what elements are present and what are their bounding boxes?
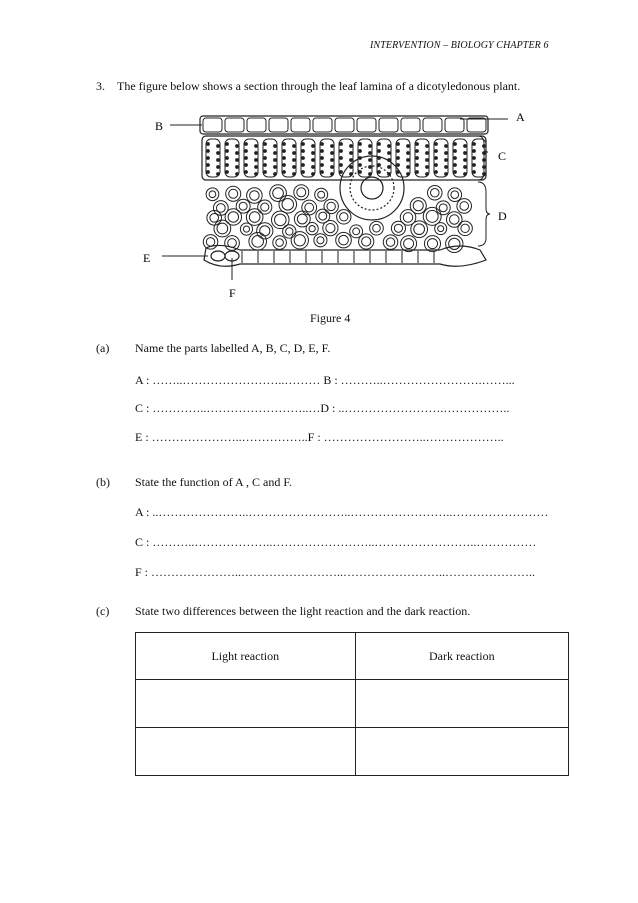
chloroplast <box>331 145 334 148</box>
label-f: F <box>229 286 236 300</box>
chloroplast <box>340 157 343 160</box>
spongy-cell-inner <box>249 212 260 223</box>
spongy-cell-inner <box>373 224 381 232</box>
spongy-cell-inner <box>414 224 425 235</box>
chloroplast <box>445 166 448 169</box>
chloroplast <box>397 143 400 146</box>
chloroplast <box>312 159 315 162</box>
spongy-cell-inner <box>461 224 469 232</box>
chloroplast <box>416 164 419 167</box>
answer-line-c-d[interactable]: C : …………..……………………..…D : ..…………………….…………….. <box>135 401 510 415</box>
chloroplast <box>473 157 476 160</box>
spongy-cell-inner <box>460 202 469 211</box>
chloroplast <box>331 173 334 176</box>
stoma <box>211 251 225 261</box>
spongy-cell-inner <box>353 228 360 235</box>
chloroplast <box>407 145 410 148</box>
chloroplast <box>236 145 239 148</box>
spongy-cell-inner <box>386 238 395 247</box>
chloroplast <box>454 143 457 146</box>
chloroplast <box>302 157 305 160</box>
chloroplast <box>274 173 277 176</box>
spongy-cell-inner <box>209 191 216 198</box>
chloroplast <box>264 143 267 146</box>
chloroplast <box>245 150 248 153</box>
epidermis-cell <box>335 118 354 132</box>
chloroplast <box>435 150 438 153</box>
epidermis-cell <box>401 118 420 132</box>
chloroplast <box>378 171 381 174</box>
table-cell-dark-1[interactable] <box>355 680 568 728</box>
chloroplast <box>388 152 391 155</box>
spongy-cell <box>324 199 338 213</box>
chloroplast <box>331 152 334 155</box>
spongy-cell-inner <box>239 202 247 210</box>
chloroplast <box>302 150 305 153</box>
chloroplast <box>359 171 362 174</box>
chloroplast <box>473 150 476 153</box>
chloroplast <box>217 152 220 155</box>
spongy-cell <box>247 188 263 204</box>
chloroplast <box>416 150 419 153</box>
brace-d <box>478 182 490 246</box>
chloroplast <box>350 159 353 162</box>
label-d: D <box>498 209 507 223</box>
chloroplast <box>283 150 286 153</box>
answer-line-function-c[interactable]: C : ………..………………..……………………..……………………..…………… <box>135 535 537 549</box>
spongy-cell <box>226 186 241 201</box>
chloroplast <box>293 152 296 155</box>
spongy-cell <box>246 209 263 226</box>
epidermis-cell <box>291 118 310 132</box>
spongy-cell-inner <box>273 188 284 199</box>
chloroplast <box>426 159 429 162</box>
chloroplast <box>226 150 229 153</box>
chloroplast <box>226 164 229 167</box>
spongy-cell <box>401 236 417 252</box>
chloroplast <box>236 159 239 162</box>
chloroplast <box>426 152 429 155</box>
spongy-cell-inner <box>413 201 423 211</box>
chloroplast <box>331 159 334 162</box>
chloroplast <box>255 145 258 148</box>
table-cell-light-1[interactable] <box>136 680 356 728</box>
chloroplast <box>293 173 296 176</box>
spongy-cell-inner <box>319 212 327 220</box>
chloroplast <box>264 171 267 174</box>
chloroplast <box>416 143 419 146</box>
table-cell-dark-2[interactable] <box>355 728 568 776</box>
spongy-cell-inner <box>228 212 238 222</box>
spongy-cell-inner <box>297 214 307 224</box>
epidermis-cell <box>225 118 244 132</box>
chloroplast <box>321 143 324 146</box>
part-a-prompt: Name the parts labelled A, B, C, D, E, F. <box>135 341 331 355</box>
chloroplast <box>321 171 324 174</box>
chloroplast <box>407 159 410 162</box>
chloroplast <box>255 166 258 169</box>
chloroplast <box>416 157 419 160</box>
spongy-cell <box>273 236 287 250</box>
chloroplast <box>245 164 248 167</box>
differences-table <box>135 632 569 776</box>
table-header-light: Light reaction <box>136 633 356 680</box>
chloroplast <box>359 164 362 167</box>
epidermis-cell <box>269 118 288 132</box>
epidermis-cell <box>357 118 376 132</box>
spongy-cell-inner <box>403 213 413 223</box>
chloroplast <box>274 152 277 155</box>
chloroplast <box>445 173 448 176</box>
epidermis-cell <box>313 118 332 132</box>
spongy-cell-inner <box>394 224 402 232</box>
table-header-dark: Dark reaction <box>355 633 568 680</box>
spongy-cell-inner <box>206 238 214 246</box>
spongy-cell-inner <box>340 213 348 221</box>
spongy-cell-inner <box>449 238 460 249</box>
chloroplast <box>473 171 476 174</box>
chloroplast <box>369 166 372 169</box>
chloroplast <box>350 145 353 148</box>
chloroplast <box>340 164 343 167</box>
spongy-cell-inner <box>318 191 325 198</box>
spongy-cell-inner <box>326 223 335 232</box>
chloroplast <box>321 150 324 153</box>
chloroplast <box>255 173 258 176</box>
spongy-cell <box>206 188 219 201</box>
chloroplast <box>397 150 400 153</box>
spongy-cell-inner <box>276 239 284 247</box>
spongy-cell-inner <box>426 210 438 222</box>
chloroplast <box>397 157 400 160</box>
chloroplast <box>264 164 267 167</box>
chloroplast <box>302 171 305 174</box>
spongy-cell <box>283 225 296 238</box>
chloroplast <box>435 171 438 174</box>
spongy-cell-inner <box>252 236 264 248</box>
spongy-cell <box>225 209 241 225</box>
spongy-cell-inner <box>261 203 269 211</box>
spongy-cell-inner <box>217 223 228 234</box>
page-header: INTERVENTION – BIOLOGY CHAPTER 6 <box>370 40 549 51</box>
chloroplast <box>369 159 372 162</box>
spongy-cell-inner <box>210 213 219 222</box>
spongy-cell-inner <box>404 239 414 249</box>
spongy-cell-inner <box>294 235 305 246</box>
chloroplast <box>435 157 438 160</box>
chloroplast <box>464 173 467 176</box>
chloroplast <box>407 166 410 169</box>
chloroplast <box>226 157 229 160</box>
lower-epidermis <box>204 245 486 266</box>
chloroplast <box>445 152 448 155</box>
chloroplast <box>473 143 476 146</box>
chloroplast <box>340 171 343 174</box>
spongy-cell-inner <box>327 202 335 210</box>
spongy-cell <box>294 185 309 200</box>
chloroplast <box>454 157 457 160</box>
chloroplast <box>217 166 220 169</box>
chloroplast <box>435 164 438 167</box>
spongy-cell-inner <box>317 237 324 244</box>
spongy-cell <box>436 201 450 215</box>
chloroplast <box>473 164 476 167</box>
spongy-cell-inner <box>427 239 437 249</box>
chloroplast <box>378 150 381 153</box>
chloroplast <box>207 171 210 174</box>
chloroplast <box>454 150 457 153</box>
spongy-cell <box>383 235 398 250</box>
chloroplast <box>369 152 372 155</box>
spongy-cell-inner <box>275 214 287 226</box>
spongy-cell <box>435 223 447 235</box>
chloroplast <box>293 166 296 169</box>
part-c-marker: (c) <box>96 604 110 618</box>
chloroplast <box>350 152 353 155</box>
chloroplast <box>312 152 315 155</box>
chloroplast <box>274 166 277 169</box>
spongy-cell-inner <box>362 237 371 246</box>
spongy-cell-inner <box>228 239 237 248</box>
label-b: B <box>155 119 164 133</box>
chloroplast <box>464 152 467 155</box>
chloroplast <box>359 157 362 160</box>
chloroplast <box>283 171 286 174</box>
question-stem: The figure below shows a section through the leaf lamina of a dicotyledonous plant. <box>117 79 521 93</box>
chloroplast <box>293 159 296 162</box>
epidermis-cell <box>467 118 486 132</box>
part-b-marker: (b) <box>96 475 110 489</box>
part-a-marker: (a) <box>96 341 110 355</box>
chloroplast <box>464 159 467 162</box>
chloroplast <box>397 164 400 167</box>
chloroplast <box>340 150 343 153</box>
chloroplast <box>331 166 334 169</box>
spongy-cell-inner <box>305 203 314 212</box>
chloroplast <box>359 150 362 153</box>
chloroplast <box>378 164 381 167</box>
chloroplast <box>464 145 467 148</box>
epidermis-cell <box>379 118 398 132</box>
spongy-cell <box>323 220 338 235</box>
epidermis-cell <box>423 118 442 132</box>
chloroplast <box>397 171 400 174</box>
chloroplast <box>321 157 324 160</box>
chloroplast <box>207 164 210 167</box>
chloroplast <box>426 166 429 169</box>
chloroplast <box>388 166 391 169</box>
spongy-cell-inner <box>309 226 315 232</box>
leaf-section-figure <box>140 108 540 303</box>
answer-line-function-f[interactable]: F : …………………..……………………..……………………..………………….. <box>135 565 536 579</box>
spongy-cell-inner <box>250 191 260 201</box>
chloroplast <box>388 173 391 176</box>
chloroplast <box>378 143 381 146</box>
chloroplast <box>312 145 315 148</box>
spongy-cell <box>448 188 462 202</box>
spongy-cell <box>447 212 463 228</box>
chloroplast <box>312 173 315 176</box>
spongy-cell-inner <box>297 188 306 197</box>
spongy-cell <box>225 236 240 251</box>
chloroplast <box>388 145 391 148</box>
chloroplast <box>407 173 410 176</box>
part-c-prompt: State two differences between the light reaction and the dark reaction. <box>135 604 471 618</box>
chloroplast <box>445 159 448 162</box>
spongy-cell-inner <box>438 226 444 232</box>
table-header-row <box>136 633 569 680</box>
chloroplast <box>255 159 258 162</box>
answer-line-a-b[interactable]: A : ……..……………………..……… B : ………..…………………….……... <box>135 373 515 387</box>
chloroplast <box>293 145 296 148</box>
spongy-cell <box>457 199 472 214</box>
answer-line-e-f[interactable]: E : …………………..……………..F : ……………………..……………….. <box>135 430 504 444</box>
chloroplast <box>283 164 286 167</box>
chloroplast <box>464 166 467 169</box>
chloroplast <box>340 143 343 146</box>
chloroplast <box>255 152 258 155</box>
spongy-cell-inner <box>243 226 249 232</box>
chloroplast <box>245 157 248 160</box>
chloroplast <box>236 173 239 176</box>
spongy-cell <box>306 223 318 235</box>
spongy-cell <box>391 221 405 235</box>
spongy-cell-inner <box>451 191 459 199</box>
spongy-cell-inner <box>282 199 294 211</box>
answer-line-function-a[interactable]: A : ..…………………..……………………..……………………..…………………… <box>135 505 549 519</box>
chloroplast <box>274 159 277 162</box>
chloroplast <box>217 145 220 148</box>
spongy-cell-inner <box>229 189 238 198</box>
chloroplast <box>207 157 210 160</box>
chloroplast <box>435 143 438 146</box>
spongy-cell-inner <box>260 226 270 236</box>
chloroplast <box>283 143 286 146</box>
spongy-cell <box>315 188 328 201</box>
spongy-cell-inner <box>439 204 447 212</box>
chloroplast <box>226 143 229 146</box>
chloroplast <box>445 145 448 148</box>
chloroplast <box>264 150 267 153</box>
spongy-cell-inner <box>286 228 293 235</box>
spongy-cell <box>236 199 250 213</box>
spongy-cell <box>370 221 384 235</box>
chloroplast <box>302 143 305 146</box>
spongy-cell-inner <box>431 188 440 197</box>
chloroplast <box>236 152 239 155</box>
chloroplast <box>454 171 457 174</box>
chloroplast <box>283 157 286 160</box>
chloroplast <box>416 171 419 174</box>
chloroplast <box>388 159 391 162</box>
chloroplast <box>407 152 410 155</box>
label-a: A <box>516 110 525 124</box>
part-b-prompt: State the function of A , C and F. <box>135 475 293 489</box>
table-row <box>136 728 569 776</box>
table-row <box>136 680 569 728</box>
spongy-cell <box>336 232 352 248</box>
spongy-cell <box>424 236 440 252</box>
spongy-cell <box>337 210 351 224</box>
chloroplast <box>426 145 429 148</box>
spongy-cell <box>207 210 222 225</box>
chloroplast <box>369 173 372 176</box>
chloroplast <box>350 166 353 169</box>
chloroplast <box>426 173 429 176</box>
label-e: E <box>143 251 151 265</box>
chloroplast <box>245 143 248 146</box>
question-number: 3. <box>96 79 105 93</box>
table-cell-light-2[interactable] <box>136 728 356 776</box>
spongy-cell <box>359 234 374 249</box>
spongy-cell <box>428 185 443 200</box>
epidermis-cell <box>203 118 222 132</box>
spongy-cell-inner <box>339 235 349 245</box>
chloroplast <box>207 150 210 153</box>
chloroplast <box>226 171 229 174</box>
chloroplast <box>264 157 267 160</box>
spongy-cell <box>240 223 252 235</box>
spongy-cell <box>314 234 327 247</box>
chloroplast <box>312 166 315 169</box>
epidermis-cell <box>445 118 464 132</box>
chloroplast <box>350 173 353 176</box>
chloroplast <box>245 171 248 174</box>
chloroplast <box>321 164 324 167</box>
chloroplast <box>302 164 305 167</box>
spongy-cell <box>258 200 272 214</box>
epidermis-cell <box>247 118 266 132</box>
chloroplast <box>369 145 372 148</box>
chloroplast <box>359 143 362 146</box>
chloroplast <box>274 145 277 148</box>
chloroplast <box>378 157 381 160</box>
chloroplast <box>236 166 239 169</box>
chloroplast <box>217 159 220 162</box>
label-c: C <box>498 149 507 163</box>
chloroplast <box>217 173 220 176</box>
chloroplast <box>454 164 457 167</box>
chloroplast <box>207 143 210 146</box>
figure-caption: Figure 4 <box>310 311 351 325</box>
spongy-cell <box>302 200 317 215</box>
spongy-cell <box>458 221 472 235</box>
spongy-cell-inner <box>450 215 460 225</box>
